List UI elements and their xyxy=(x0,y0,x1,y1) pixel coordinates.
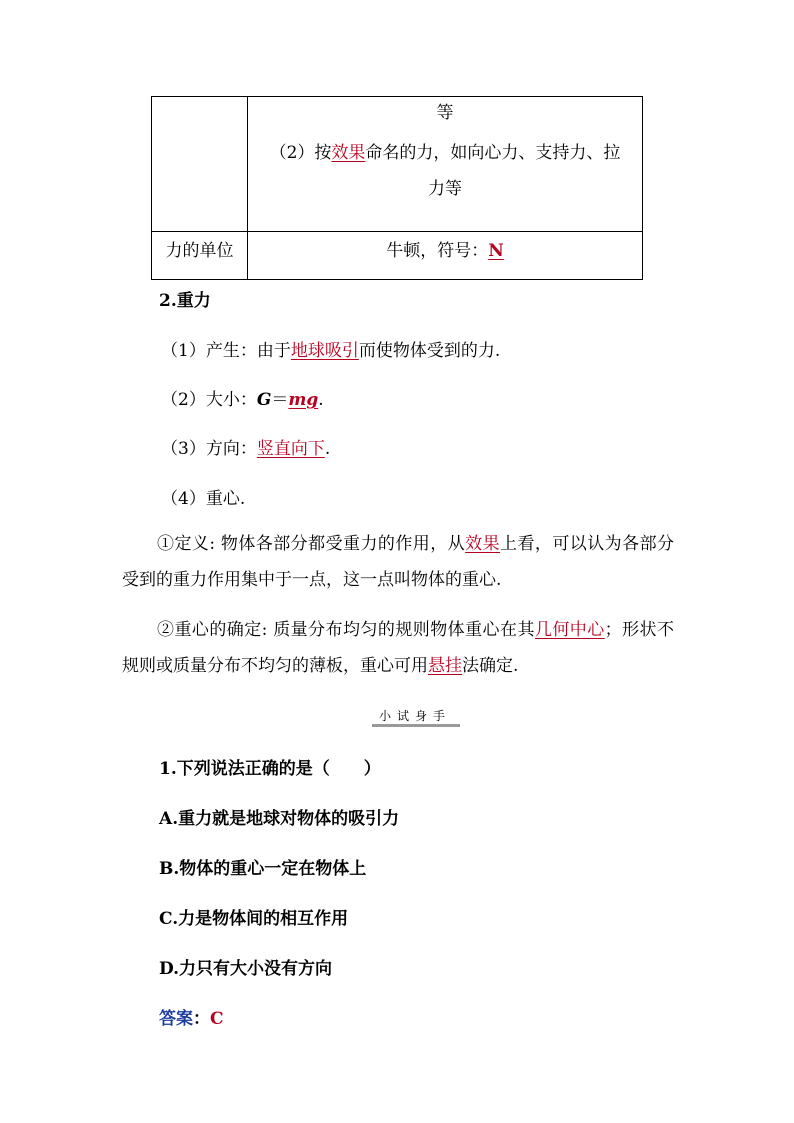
option-b: B.物体的重心一定在物体上 xyxy=(159,859,367,879)
answer-value: C xyxy=(210,1009,224,1029)
answer-colon: ： xyxy=(193,1009,210,1029)
para-text: 法确定. xyxy=(462,656,519,676)
answer-text: 几何中心 xyxy=(534,620,605,640)
table-row xyxy=(152,97,643,232)
item-text: . xyxy=(324,439,331,459)
para-text: ①定义: 物体各部分都受重力的作用，从 xyxy=(157,534,466,554)
para-text: ②重心的确定: 质量分布均匀的规则物体重心在其 xyxy=(157,620,535,640)
answer-text: mg xyxy=(288,390,319,410)
item-direction xyxy=(161,434,330,459)
answer-text: 效果 xyxy=(331,143,366,163)
determination-paragraph xyxy=(122,612,674,684)
formula-symbol: G xyxy=(256,390,272,410)
item-magnitude xyxy=(161,385,324,410)
section-heading: 2.重力 xyxy=(159,291,211,311)
item-text: 而使物体受到的力. xyxy=(358,341,501,361)
answer-text: N xyxy=(488,241,504,261)
answer-line xyxy=(159,1004,224,1029)
item-production xyxy=(161,336,500,361)
option-d: D.力只有大小没有方向 xyxy=(159,959,333,979)
definition-paragraph xyxy=(122,526,674,598)
cell-text: （2）按 xyxy=(269,143,332,163)
cell-line xyxy=(248,141,642,165)
table-row xyxy=(152,232,643,280)
para-text: 上看，可以认为各部分受到的重力作用集中于一点，这一点叫物体的重心. xyxy=(122,534,675,590)
formula-equals: ＝ xyxy=(271,390,289,410)
answer-text: 地球吸引 xyxy=(290,341,359,361)
definition-table xyxy=(151,96,643,280)
item-center-of-gravity: （4）重心. xyxy=(161,489,246,509)
cell-text: 命名的力，如向心力、支持力、拉 xyxy=(365,143,621,163)
option-a: A.重力就是地球对物体的吸引力 xyxy=(159,809,400,829)
item-text: （2）大小： xyxy=(161,390,257,410)
unit-label: 力的单位 xyxy=(165,241,234,261)
item-text: . xyxy=(318,390,324,410)
cell-text: 牛顿，符号： xyxy=(386,241,489,261)
cell-line xyxy=(248,236,642,261)
table-cell-naming xyxy=(248,97,643,232)
table-cell-label xyxy=(152,232,248,280)
cell-line: 等 xyxy=(436,103,454,123)
table-cell-empty xyxy=(152,97,248,232)
option-c: C.力是物体间的相互作用 xyxy=(159,909,349,929)
heading-underline xyxy=(372,724,460,727)
answer-text: 竖直向下 xyxy=(256,439,325,459)
question-text: 1.下列说法正确的是（ ） xyxy=(159,759,381,779)
table-cell-unit xyxy=(248,232,643,280)
item-text: （3）方向： xyxy=(161,439,257,459)
answer-label: 答案 xyxy=(159,1009,193,1029)
practice-heading xyxy=(379,705,451,725)
practice-heading-text: 小试身手 xyxy=(379,709,452,723)
cell-line: 力等 xyxy=(428,179,462,199)
answer-text: 效果 xyxy=(465,534,501,554)
item-text: （1）产生：由于 xyxy=(161,341,291,361)
answer-text: 悬挂 xyxy=(428,656,462,676)
para-text: ；形状不规则或质量分布不均匀的薄板，重心可用 xyxy=(122,620,675,676)
